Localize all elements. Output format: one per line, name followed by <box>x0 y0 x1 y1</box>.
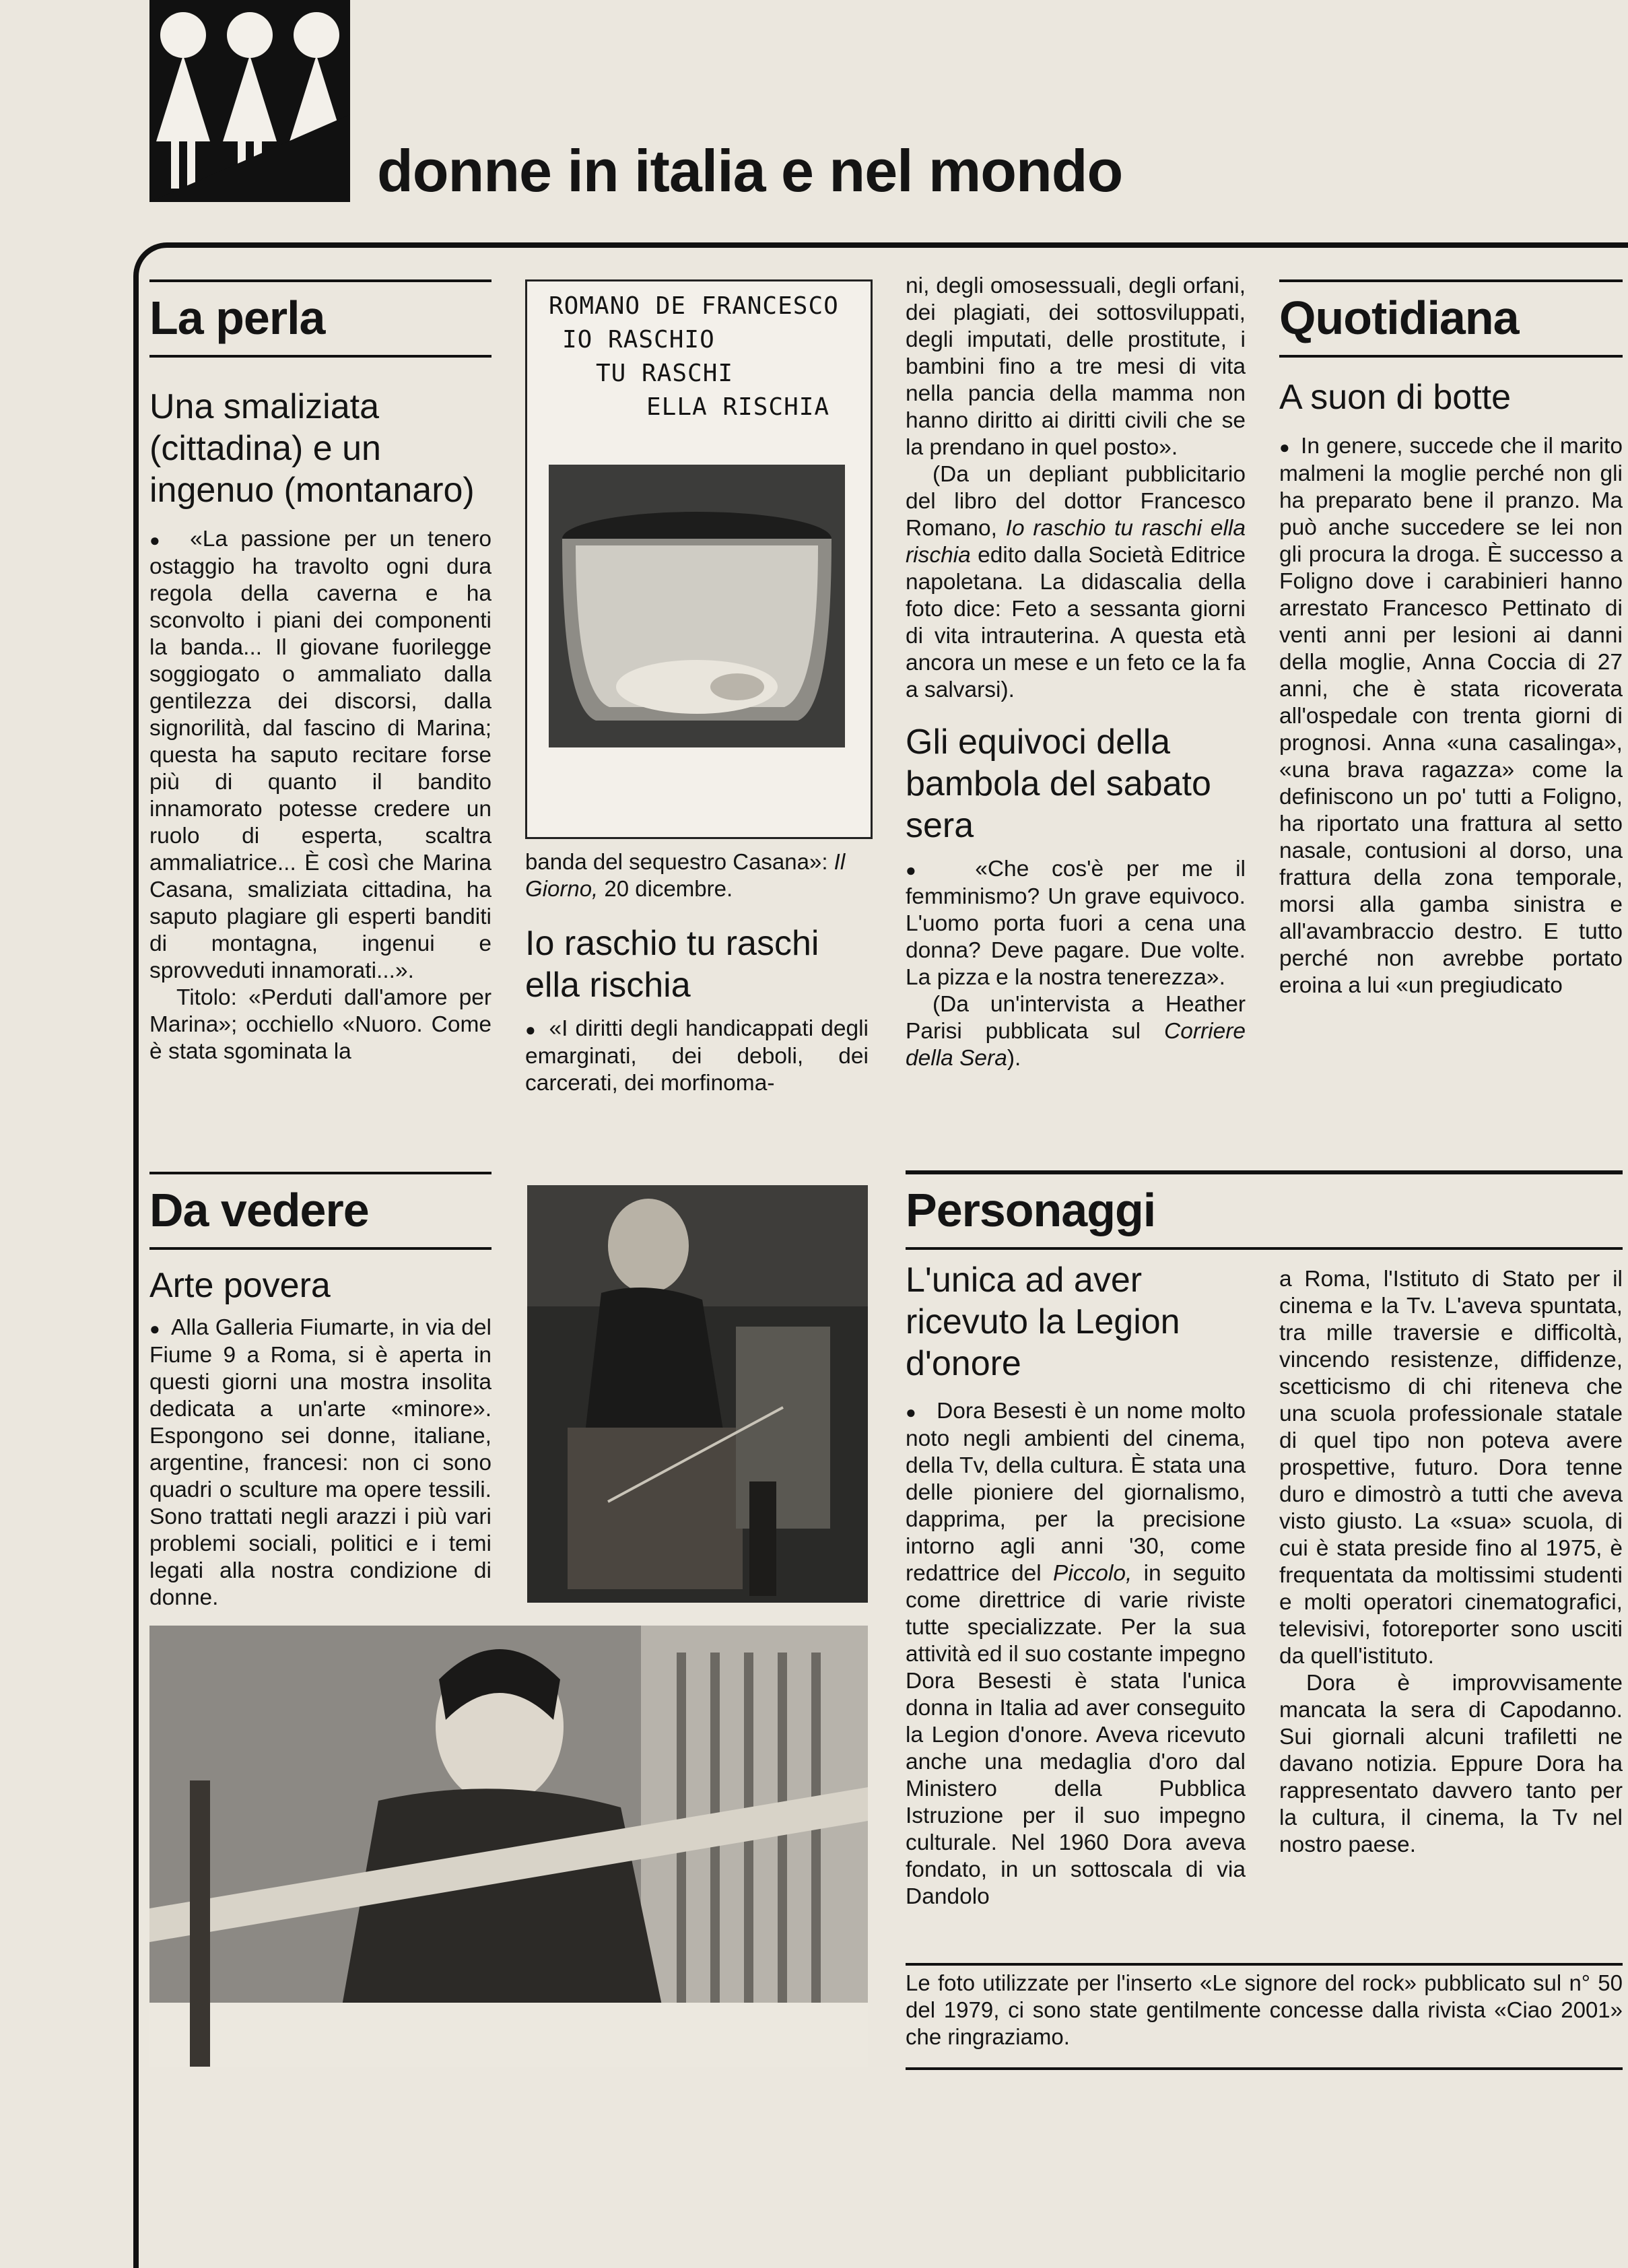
book-title: Io raschio tu raschi ella rischia <box>906 516 1246 568</box>
credit-bottom-rule <box>906 2067 1623 2070</box>
io-raschio-section <box>525 923 869 1097</box>
equivoci-paragraph-2 <box>906 991 1246 1072</box>
section-heading-da-vedere: Da vedere <box>149 1172 491 1250</box>
personaggi-paragraph <box>906 1398 1246 1910</box>
credit-top-rule <box>906 1963 1623 1966</box>
equivoci-body <box>906 856 1246 1072</box>
la-perla-section <box>149 279 491 1065</box>
da-vedere-paragraph: ● Alla Galleria Fiumarte, in via del Fiume 9 a Roma, si è aperta in questi giorni una mostra insolita dedicata a un'arte «minore». Espongono sei donne, italiane, argentine, francesi: non ci sono quadri o sculture ma opere tessili. Sono trattati negli arazzi i più vari problemi sociali, politici e i temi legati alla nostra condizione di donne. <box>149 1314 491 1611</box>
book-cover-line: IO RASCHIO <box>562 326 715 354</box>
personaggi-column-1 <box>906 1259 1246 1910</box>
fetus-jar-photo <box>549 465 845 747</box>
paragraph-text: edito dalla Società Editrice napoletana. La didascalia della foto dice: Feto a sessanta giorni di vita intrauterina. A questa età ancora un mese e un feto ce la fa a salvarsi). <box>906 543 1246 702</box>
la-perla-paragraph-2: Titolo: «Perduti dall'amore per Marina»; occhiello «Nuoro. Come è stata sgominata la <box>149 985 491 1064</box>
book-photo-caption <box>525 848 869 902</box>
quotidiana-subheading: A suon di botte <box>1279 378 1512 417</box>
personaggi-body-cont <box>1279 1266 1623 1859</box>
personaggi-section <box>906 1172 1623 1250</box>
la-perla-body <box>149 526 491 1065</box>
la-perla-paragraph: ● «La passione per un tenero ostaggio ha travolto ogni dura regola della caverna e ha sconvolto i piani dei componenti la banda... Il giovane fuorilegge soggiogato o ammaliato dalla gentilezza dei discorsi, dalla signorilità, dal fascino di Marina; questa ha saputo recitare forse più di quanto il bandito innamorato potesse credere un ruolo di esperta, scaltra ammaliatrice... È così che Marina Casana, smaliziata cittadina, ha saputo plagiare gli esperti banditi di montagna, ingenui e sprovveduti innamorati...». <box>149 526 491 985</box>
photo-credit-note: Le foto utilizzate per l'inserto «Le signore del rock» pubblicato sul n° 50 del 1979, ci sono state gentilmente concesse dalla rivista «Ciao 2001» che ringraziamo. <box>906 1970 1623 2049</box>
personaggi-paragraph-2: Dora è improvvisamente mancata la sera di Capodanno. Sui giornali alcuni trafiletti ne davano notizia. Eppure Dora ha rappresentato davvero tanto per la cultura, il cinema, la Tv nel nostro paese. <box>1279 1671 1623 1857</box>
personaggi-body <box>906 1398 1246 1910</box>
section-heading-personaggi: Personaggi <box>906 1172 1623 1250</box>
io-raschio-paragraph-cont: ni, degli omosessuali, degli orfani, dei plagiati, dei sottosviluppati, degli imputati, delle prostitute, i bambini fino a tre mesi di vita nella pancia della mamma non hanno diritto ai diritti civili che se la prendano in quel posto». <box>906 273 1246 460</box>
da-vedere-subheading: Arte povera <box>149 1266 331 1305</box>
io-raschio-paragraph: ● «I diritti degli handicappati degli emarginati, dei deboli, dei carcerati, dei morfinoma- <box>525 1015 869 1097</box>
page-title: donne in italia e nel mondo <box>377 137 1123 204</box>
weaving-woman-photo <box>149 1626 868 2067</box>
io-raschio-paragraph-2 <box>906 461 1246 704</box>
newspaper-name: Piccolo, <box>1052 1561 1132 1586</box>
three-women-silhouettes-icon <box>149 0 350 202</box>
equivoci-subheading: Gli equivoci della bambola del sabato sera <box>906 723 1211 845</box>
caption-source: Il Giorno, <box>525 849 846 901</box>
paragraph-text: (Da un'intervista a Heather Parisi pubblicata sul <box>906 992 1246 1044</box>
caption-text: 20 dicembre. <box>598 876 733 901</box>
da-vedere-body <box>149 1314 491 1611</box>
paragraph-text: ). <box>1007 1046 1021 1071</box>
spinning-woman-photo <box>527 1185 868 1603</box>
book-cover-lettering <box>549 290 845 424</box>
paragraph-text: in seguito come direttrice di varie riviste tutte specializzate. Per la sua attività ed il suo costante impegno Dora Besesti è stata l'unica donna in Italia ad aver conseguito la Legion d'onore. Aveva ricevuto anche una medaglia d'oro dal Ministero della Pubblica Istruzione per il suo impegno culturale. Nel 1960 Dora aveva fondato, in un sottoscala di via Dandolo <box>906 1561 1246 1909</box>
newspaper-name: Corriere della Sera <box>906 1019 1246 1071</box>
book-cover-line: ROMANO DE FRANCESCO <box>549 292 839 320</box>
book-cover-line: TU RASCHI <box>596 360 734 387</box>
personaggi-subheading: L'unica ad aver ricevuto la Legion d'onore <box>906 1261 1180 1383</box>
paragraph-text: (Da un depliant pubblicitario del libro del dottor Francesco Romano, <box>906 462 1246 541</box>
la-perla-subheading: Una smaliziata (cittadina) e un ingenuo (montanaro) <box>149 387 475 510</box>
quotidiana-section <box>1279 279 1623 999</box>
quotidiana-paragraph: ● In genere, succede che il marito malmeni la moglie perché non gli ha preparato bene il pranzo. Ma può anche succedere se lei non gli procura la droga. È successo a Foligno dove i carabinieri hanno arrestato Francesco Pettinato di venti anni per lesioni ai danni della moglie, Anna Coccia di 27 anni, che è stata ricoverata all'ospedale con trenta giorni di prognosi. Anna «una casalinga», «una brava ragazza» come la definiscono un po' tutti a Foligno, ha riportato una frattura al setto nasale, contusioni al dorso, una frattura della zona temporale, morsi alla gamba sinistra e all'avambraccio destro. E tutto perché non avrebbe portato eroina a lui «un pregiudicato <box>1279 433 1623 999</box>
section-heading-quotidiana: Quotidiana <box>1279 279 1623 358</box>
personaggi-paragraph-cont: a Roma, l'Istituto di Stato per il cinema e la Tv. L'aveva spuntata, tra mille traversie e difficoltà, vincendo resistenze, diffidenze, scetticismo di chi riteneva che una scuola professionale statale di quel tipo non poteva avere prospettive, futuro. Dora tenne duro e dimostrò a tutti che aveva visto giusto. La «sua» scuola, di cui è stata preside fino al 1975, è frequentata da moltissimi studenti e molti operatori cinematografici, televisivi, fotoreporter sono usciti da quell'istituto. <box>1279 1267 1623 1669</box>
caption-text: banda del sequestro Casana»: <box>525 849 834 874</box>
io-raschio-subheading: Io raschio tu raschi ella rischia <box>525 924 819 1005</box>
personaggi-column-2 <box>1279 1266 1623 1859</box>
book-cover-line: ELLA RISCHIA <box>646 393 830 421</box>
quotidiana-body <box>1279 433 1623 999</box>
column-three <box>906 273 1246 1072</box>
paragraph-text: Dora Besesti è un nome molto noto negli ambienti del cinema, della Tv, della cultura. È stata una delle pioniere del giornalismo, dapprima, per la precisione intorno agli anni '30, come redattrice del <box>906 1399 1246 1586</box>
equivoci-paragraph: ● «Che cos'è per me il femminismo? Un grave equivoco. L'uomo porta fuori a cena una donna? Deve pagare. Due volte. La pizza e la nostra tenerezza». <box>906 856 1246 991</box>
io-raschio-continued <box>906 273 1246 704</box>
io-raschio-body <box>525 1015 869 1097</box>
da-vedere-section <box>149 1172 491 1611</box>
section-heading-la-perla: La perla <box>149 279 491 358</box>
